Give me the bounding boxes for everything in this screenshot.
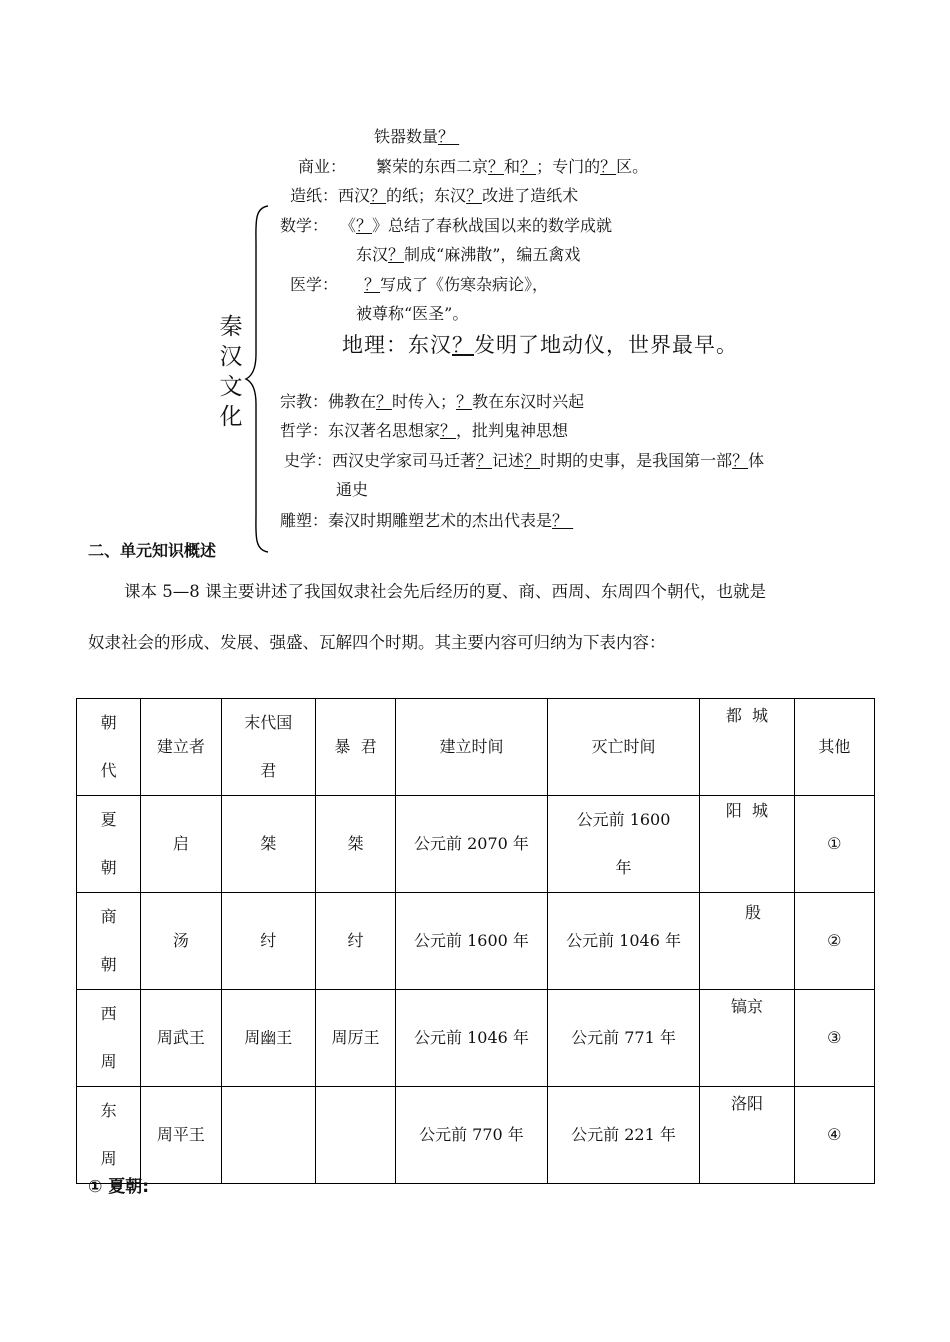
cell-last-ruler: 纣: [221, 893, 315, 990]
cell-founder: 周武王: [141, 990, 221, 1087]
cell-founded: 公元前 1046 年: [396, 990, 548, 1087]
blank: ？: [552, 511, 569, 530]
blank: ？: [438, 127, 455, 146]
line-commerce: 商业： 繁荣的东西二京？和？；专门的？区。: [298, 157, 649, 176]
blank: ？: [488, 157, 505, 176]
cell-fell: 公元前 1046 年: [547, 893, 700, 990]
cell-capital: 洛阳: [700, 1087, 794, 1184]
blank: ？: [476, 451, 493, 470]
cell-founded: 公元前 2070 年: [396, 796, 548, 893]
cell-tyrant: [315, 1087, 395, 1184]
line-philosophy: 哲学：东汉著名思想家？，批判鬼神思想: [280, 421, 569, 440]
footer-heading-xia: ① 夏朝:: [88, 1177, 150, 1197]
line-history-cont: 通史: [336, 480, 369, 499]
blank: ？: [600, 157, 617, 176]
intro-paragraph-line-2: 奴隶社会的形成、发展、强盛、瓦解四个时期。其主要内容可归纳为下表内容：: [88, 633, 666, 652]
side-label-text: 秦汉文化: [219, 314, 243, 430]
blank: ？: [466, 186, 483, 205]
blank: ？: [356, 216, 373, 235]
cell-other: ①: [794, 796, 874, 893]
cell-capital: 殷: [700, 893, 794, 990]
line-paper: 造纸：西汉？的纸；东汉？改进了造纸术: [290, 186, 579, 205]
side-label-qinhan-culture: [214, 312, 248, 432]
table-row: [77, 990, 875, 1087]
cell-tyrant: 周厉王: [315, 990, 395, 1087]
curly-brace: [244, 204, 270, 554]
cell-dynasty: 商 朝: [77, 893, 141, 990]
cell-last-ruler: 周幽王: [221, 990, 315, 1087]
intro-paragraph-line-1: 课本 5—8 课主要讲述了我国奴隶社会先后经历的夏、商、西周、东周四个朝代，也就是: [124, 582, 766, 601]
line-sculpture: 雕塑：秦汉时期雕塑艺术的杰出代表是？: [280, 511, 569, 530]
header-last-ruler: 末代国 君: [221, 699, 315, 796]
blank: ？: [388, 245, 405, 264]
blank: ？: [376, 392, 393, 411]
cell-fell: 公元前 221 年: [547, 1087, 700, 1184]
cell-last-ruler: 桀: [221, 796, 315, 893]
blank: ？: [732, 451, 749, 470]
line-history: 史学：西汉史学家司马迁著？记述？时期的史事，是我国第一部？体: [284, 451, 765, 470]
line-medicine-3: 被尊称“医圣”。: [356, 304, 469, 323]
cell-fell: 公元前 1600 年: [547, 796, 700, 893]
cell-fell: 公元前 771 年: [547, 990, 700, 1087]
section-heading: 二、单元知识概述: [88, 541, 217, 560]
cell-last-ruler: [221, 1087, 315, 1184]
cell-tyrant: 纣: [315, 893, 395, 990]
header-capital: 都 城: [700, 699, 794, 796]
table-row: [77, 796, 875, 893]
header-tyrant: 暴 君: [315, 699, 395, 796]
blank: ？: [524, 451, 541, 470]
cell-other: ②: [794, 893, 874, 990]
cell-founded: 公元前 1600 年: [396, 893, 548, 990]
cell-founded: 公元前 770 年: [396, 1087, 548, 1184]
blank: ？: [370, 186, 387, 205]
table-row: [77, 1087, 875, 1184]
blank: ？: [364, 275, 381, 294]
cell-capital: 阳 城: [700, 796, 794, 893]
blank: ？: [452, 333, 474, 357]
dynasty-table: [76, 698, 875, 1184]
header-other: 其他: [794, 699, 874, 796]
cell-capital: 镐京: [700, 990, 794, 1087]
cell-dynasty: 东 周: [77, 1087, 141, 1184]
line-medicine-1: 东汉？制成“麻沸散”，编五禽戏: [356, 245, 581, 264]
line-medicine-2: 医学： ？写成了《伤寒杂病论》，: [290, 275, 549, 294]
cell-founder: 启: [141, 796, 221, 893]
cell-tyrant: 桀: [315, 796, 395, 893]
line-religion: 宗教：佛教在？时传入；？教在东汉时兴起: [280, 392, 585, 411]
cell-founder: 汤: [141, 893, 221, 990]
cell-dynasty: 夏 朝: [77, 796, 141, 893]
blank: ？: [440, 421, 457, 440]
cell-other: ④: [794, 1087, 874, 1184]
cell-other: ③: [794, 990, 874, 1087]
header-fell: 灭亡时间: [547, 699, 700, 796]
line-iron: 铁器数量？: [374, 127, 455, 146]
header-founded: 建立时间: [396, 699, 548, 796]
header-founder: 建立者: [141, 699, 221, 796]
line-geography: 地理：东汉？发明了地动仪，世界最早。: [342, 333, 738, 357]
table-row: [77, 893, 875, 990]
line-math: 数学： 《？》总结了春秋战国以来的数学成就: [280, 216, 613, 235]
cell-dynasty: 西 周: [77, 990, 141, 1087]
blank: ？: [520, 157, 537, 176]
header-dynasty: 朝 代: [77, 699, 141, 796]
table-header-row: [77, 699, 875, 796]
blank: ？: [456, 392, 473, 411]
cell-founder: 周平王: [141, 1087, 221, 1184]
